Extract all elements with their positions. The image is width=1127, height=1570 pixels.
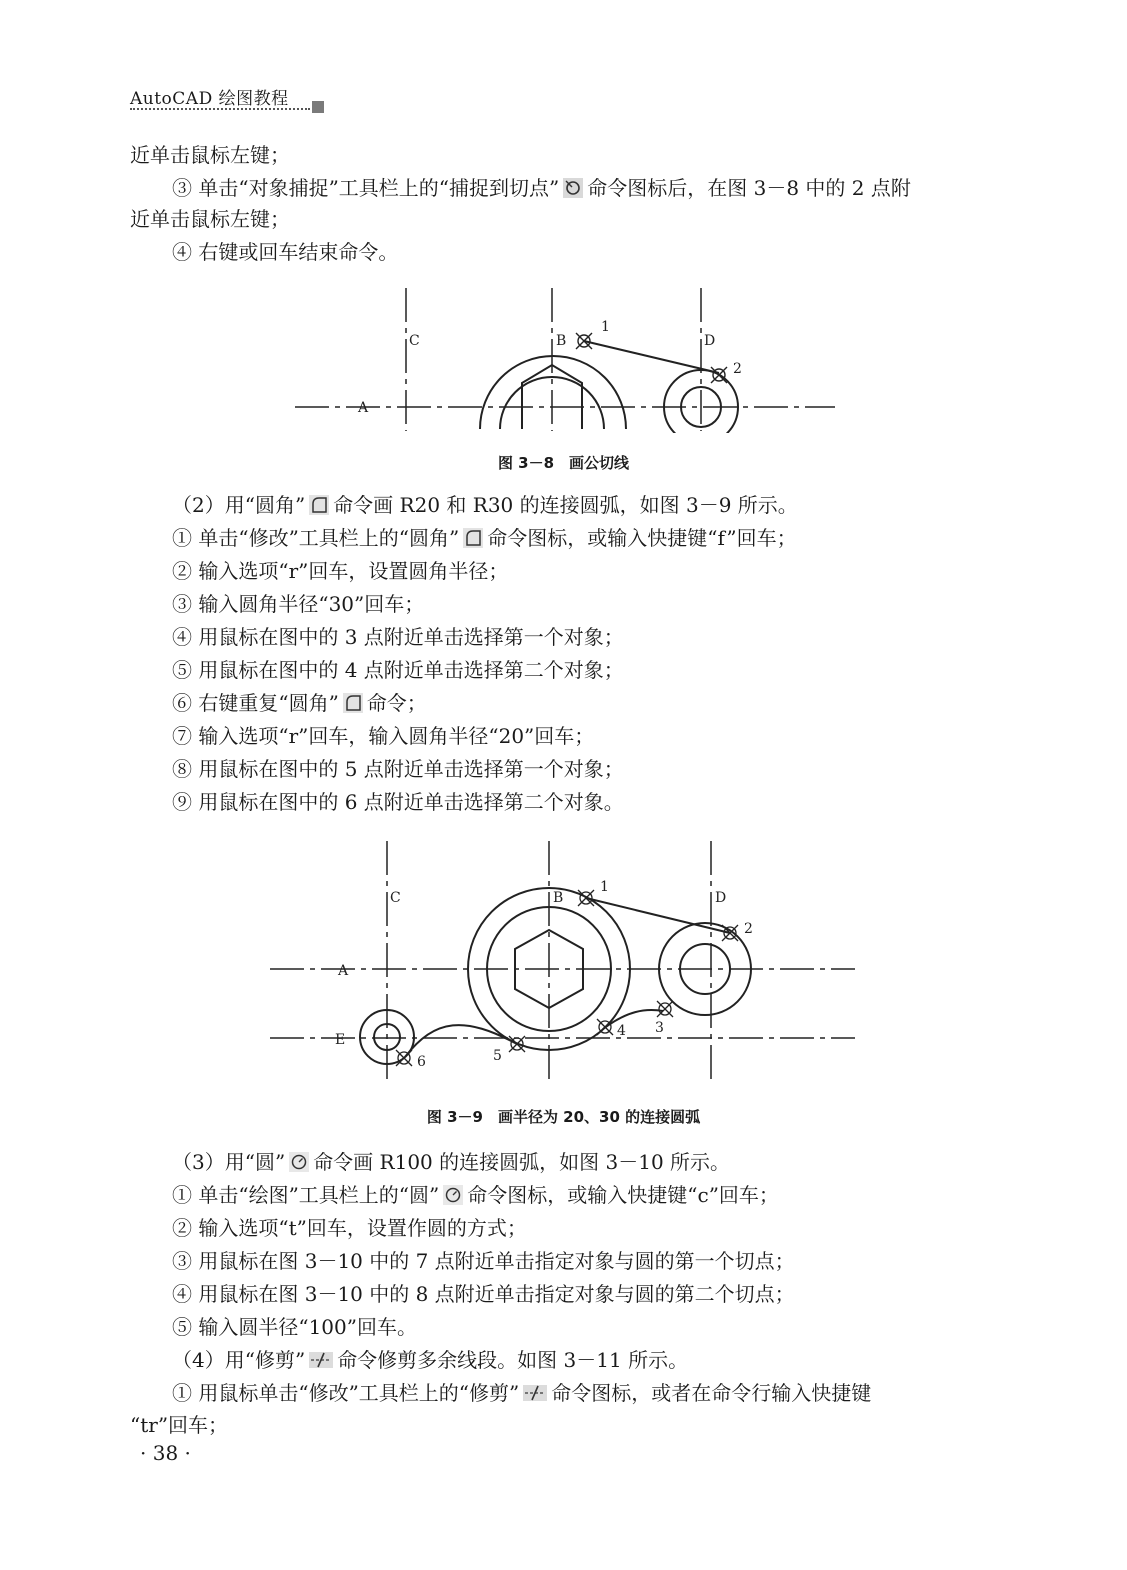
body-text: （2）用“圆角”: [172, 493, 306, 517]
label-b: B: [556, 333, 567, 349]
body-line: ⑨ 用鼠标在图中的 6 点附近单击选择第二个对象。: [172, 790, 624, 814]
body-text: 命令画 R20 和 R30 的连接圆弧，如图 3－9 所示。: [333, 493, 798, 517]
body-text: （3）用“圆”: [172, 1150, 286, 1174]
label-b: B: [553, 890, 564, 906]
body-line: 近单击鼠标左键；: [130, 143, 290, 167]
label-a: A: [338, 963, 349, 979]
trim-icon: [309, 1350, 333, 1370]
circle-icon: [289, 1152, 309, 1172]
figure-caption: 图 3－8 画公切线: [497, 454, 630, 472]
header-marker: [312, 101, 324, 113]
body-line: ⑤ 输入圆半径“100”回车。: [172, 1315, 417, 1339]
label-d: D: [715, 890, 727, 906]
label-4: 4: [617, 1023, 626, 1039]
body-text: 命令；: [366, 691, 427, 715]
body-line: ② 输入选项“r”回车，设置圆角半径；: [172, 559, 509, 583]
body-line: [172, 1381, 871, 1405]
label-1: 1: [600, 879, 609, 895]
figure-caption: 图 3－9 画半径为 20、30 的连接圆弧: [426, 1108, 701, 1126]
label-e: E: [335, 1032, 346, 1048]
body-line: ⑦ 输入选项“r”回车，输入圆角半径“20”回车；: [172, 724, 595, 748]
label-2: 2: [733, 361, 742, 377]
body-text: ① 用鼠标单击“修改”工具栏上的“修剪”: [172, 1381, 520, 1405]
body-line: “tr”回车；: [130, 1413, 229, 1437]
body-line: ③ 输入圆角半径“30”回车；: [172, 592, 425, 616]
body-line: [172, 526, 797, 550]
body-line: 近单击鼠标左键；: [130, 207, 290, 231]
body-line: ② 输入选项“t”回车，设置作圆的方式；: [172, 1216, 527, 1240]
body-text: ① 单击“修改”工具栏上的“圆角”: [172, 526, 460, 550]
body-text: 命令图标，或输入快捷键“f”回车；: [487, 526, 797, 550]
tangent-snap-icon: [563, 178, 583, 198]
body-line: [172, 1348, 688, 1372]
label-a: A: [358, 400, 369, 416]
tangent-line: [586, 898, 730, 933]
body-text: ⑥ 右键重复“圆角”: [172, 691, 339, 715]
fillet-icon: [309, 495, 329, 515]
label-c: C: [390, 890, 401, 906]
body-line: [172, 1150, 730, 1174]
body-text: （4）用“修剪”: [172, 1348, 306, 1372]
circle-icon: [443, 1185, 463, 1205]
body-line: [172, 176, 911, 200]
label-1: 1: [601, 319, 610, 335]
running-header: AutoCAD 绘图教程: [130, 89, 289, 109]
body-line: [172, 493, 798, 517]
body-text: 命令画 R100 的连接圆弧，如图 3－10 所示。: [313, 1150, 731, 1174]
body-line: [172, 1183, 779, 1207]
body-text: 命令图标后，在图 3－8 中的 2 点附: [587, 176, 911, 200]
body-text: ③ 单击“对象捕捉”工具栏上的“捕捉到切点”: [172, 176, 560, 200]
body-line: ④ 用鼠标在图中的 3 点附近单击选择第一个对象；: [172, 625, 624, 649]
trim-icon: [523, 1383, 547, 1403]
label-5: 5: [493, 1048, 502, 1064]
body-line: ⑤ 用鼠标在图中的 4 点附近单击选择第二个对象；: [172, 658, 624, 682]
label-c: C: [409, 333, 420, 349]
label-3: 3: [655, 1020, 664, 1036]
label-6: 6: [417, 1054, 426, 1070]
tangent-line: [584, 341, 719, 373]
fillet-icon: [343, 693, 363, 713]
label-d: D: [704, 333, 716, 349]
figure-common-tangent: [290, 283, 840, 433]
body-text: ① 单击“绘图”工具栏上的“圆”: [172, 1183, 440, 1207]
header-rule: [130, 108, 310, 110]
page-number: · 38 ·: [140, 1441, 191, 1465]
body-text: 命令图标，或者在命令行输入快捷键: [551, 1381, 872, 1405]
body-line: ③ 用鼠标在图 3－10 中的 7 点附近单击指定对象与圆的第一个切点；: [172, 1249, 795, 1273]
fillet-icon: [463, 528, 483, 548]
body-text: 命令图标，或输入快捷键“c”回车；: [467, 1183, 779, 1207]
body-line: ⑧ 用鼠标在图中的 5 点附近单击选择第一个对象；: [172, 757, 624, 781]
body-line: ④ 用鼠标在图 3－10 中的 8 点附近单击指定对象与圆的第二个切点；: [172, 1282, 795, 1306]
body-line: ④ 右键或回车结束命令。: [172, 240, 399, 264]
body-text: 命令修剪多余线段。如图 3－11 所示。: [337, 1348, 689, 1372]
label-2: 2: [744, 921, 753, 937]
body-line: [172, 691, 427, 715]
figure-fillet-arcs: [265, 836, 860, 1086]
